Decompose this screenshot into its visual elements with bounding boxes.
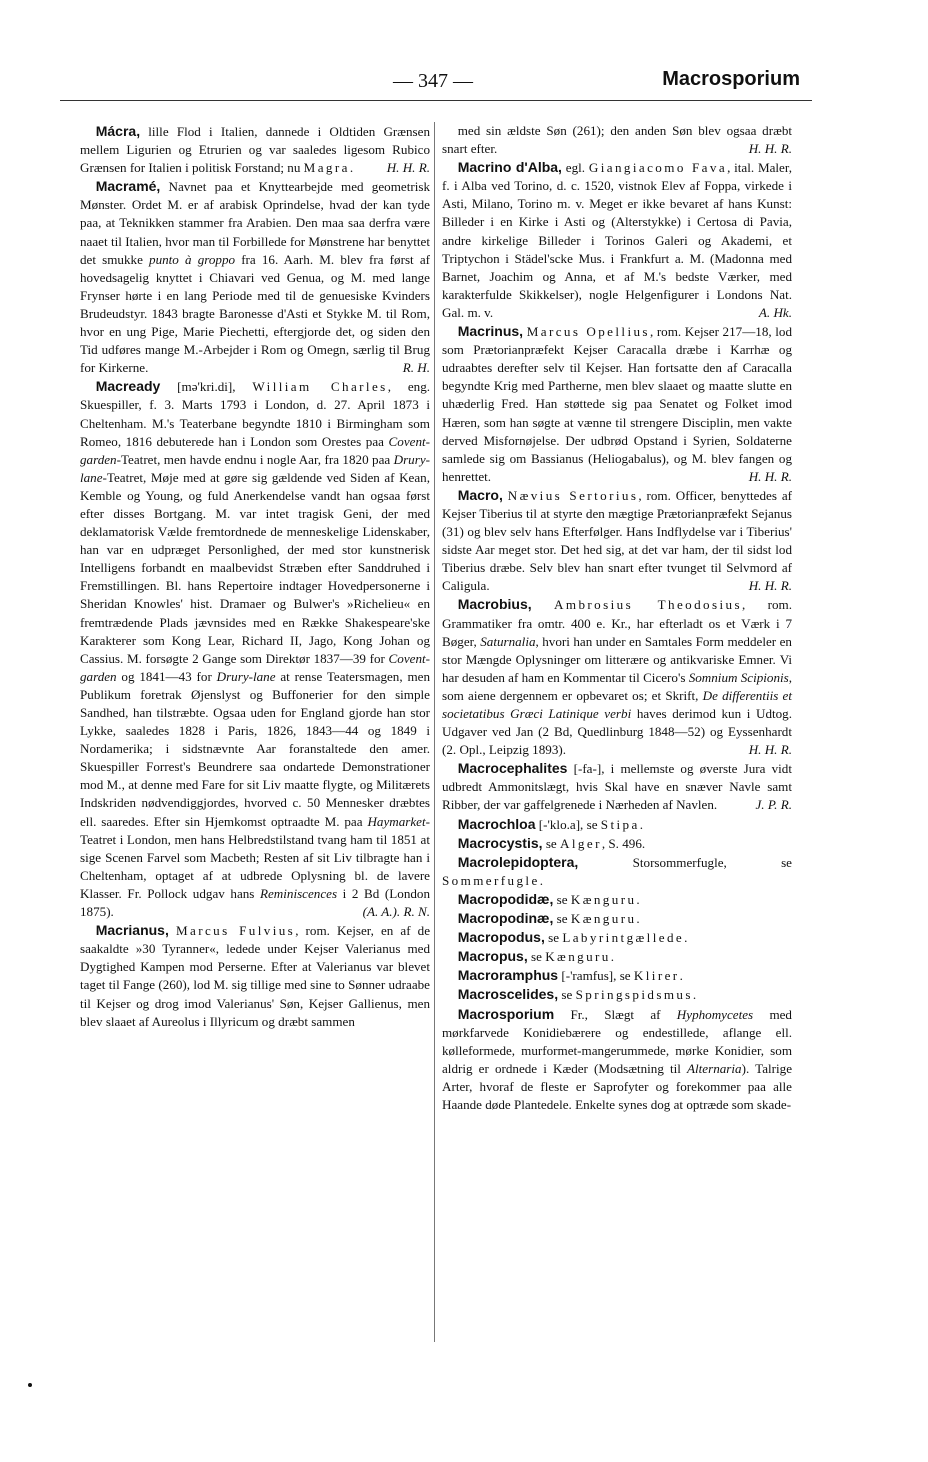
spaced-name: Magra: [303, 160, 350, 176]
italic-title: Saturnalia: [480, 633, 536, 649]
entry-text: -Teatret i London, men hans Helbredstilstand tvang ham til 1851 at sige Scenen Farvel som Macbeth; Resten af sit Liv tilbragte han i Cheltenham, optaget af at udbrede Oplysning bl. de lavere Klasser. Fr. Pollock udgav hans: [80, 813, 430, 901]
spaced-name: Kænguru: [570, 891, 637, 907]
entry-headword: Macrolepidoptera,: [457, 853, 579, 870]
dictionary-entry: [442, 122, 792, 158]
entry-text: se: [527, 949, 546, 965]
author-signature: H. H. R.: [748, 578, 792, 594]
spaced-name: Springspidsmus: [575, 987, 693, 1003]
entry-text: med sin ældste Søn (261); den anden Søn blev ogsaa dræbt snart efter.: [442, 123, 792, 157]
dictionary-entry: [80, 122, 430, 177]
entry-text: Storsommerfugle, se: [578, 854, 792, 870]
entry-headword: Macropodus,: [457, 929, 545, 946]
entry-text: , rom. Kejser, en af de saakaldte »30 Tyranner«, ledede under Kejser Valerianus med Dygtighed Kampen mod Perserne. Efter at Valerianus var blevet taget til Fange (260), lod M. sig tillige med sine to Sønner udraabe til Kejser og drog imod Valerianus' Søn, Kejser Gallienus, men blev slaaet af Aureolus i Illyricum og dræbt sammen: [80, 923, 430, 1029]
header-rule: [60, 100, 812, 101]
entry-headword: Macrocystis,: [457, 834, 543, 851]
entry-text: , rom. Kejser 217—18, lod som Prætorianpræfekt Kejser Caracalla dræbe i Karrhæ og udraabtes derefter selv til Kejser. Han fortsatte den af Caracalla begyndte Krig med Partherne, men blev slaaet og maatte slutte en uhæderlig Fred. Han støttede sig paa Senatet og Folket imod Hæren, som han søgte at vænne til strengere Disciplin, men vakte derved Misfornøjelse. Der udbrød Opstand i Syrien, Soldaterne samlede sig om Bassianus (Heliogabalus), og M. blev fangen og henrettet.: [442, 324, 792, 484]
page-number: — 347 —: [393, 70, 473, 92]
entry-text: se: [542, 835, 561, 851]
entry-text: -Teatret, men havde endnu i nogle Aar, fra 1820 paa: [116, 451, 394, 467]
entry-headword: Macroscelides,: [457, 986, 559, 1003]
entry-text: se: [553, 911, 571, 927]
spaced-name: Stipa: [600, 816, 640, 832]
entry-text: [-fa-], i mellemste og øverste Jura vidt udbredt Ammonitslægt, hvis Skal have en snæver Navle samt Ribber, der var gaffelgrenede i Nærheden af Navlen.: [442, 761, 792, 813]
author-signature: A. Hk.: [758, 304, 792, 320]
entry-headword: Macrochloa: [457, 815, 536, 832]
spaced-name: William Charles: [252, 379, 388, 395]
spaced-name: Nævius Sertorius: [507, 487, 639, 503]
entry-text: , rom. Officer, benyttedes af Kejser Tiberius til at styrte den mægtige Prætorianpræfekt Sejanus (31) og blev selv hans Efterfølger. Hans Indflydelse var i Tiberius' sidste Aar meget stor. Det hed sig, at det var ham, der til sidst lod Tiberius dræbe. Selv blev han snart efter tvunget til Selvmord af Caligula.: [442, 487, 792, 594]
margin-speck: [28, 1383, 32, 1387]
entry-headword: Macrocephalites: [457, 760, 568, 777]
author-signature: H. H. R.: [748, 141, 792, 157]
entry-headword: Macrino d'Alba,: [457, 159, 562, 176]
entry-headword: Macropodidæ,: [457, 890, 554, 907]
entry-text: , som aiene dergennem er opbevaret os; et Skrift,: [442, 669, 793, 703]
dictionary-entry: [442, 595, 792, 759]
dictionary-entry: [442, 815, 792, 834]
entry-text: .: [610, 949, 615, 965]
entry-text: lille Flod i Italien, dannede i Oldtiden Grænsen mellem Ligurien og Etrurien og var saaledes ligesom Rubico Grænsen for Italien i politisk Forstand; nu: [80, 124, 430, 176]
dictionary-entry: [442, 928, 792, 947]
spaced-name: Sommerfugle: [442, 872, 540, 888]
entry-text: , rom. Grammatiker fra omtr. 400 e. Kr., har efterladt os et Værk i 7 Bøger,: [442, 597, 792, 649]
dictionary-entry: [80, 177, 430, 377]
spaced-name: Giangiacomo Fava: [588, 160, 728, 176]
dictionary-entry: [80, 921, 430, 1031]
entry-text: med mørkfarvede Konidiebærere og endestillede, aflange ell. kølleformede, murformet-mangerummede, mørke Konidier, som aldrig er ordnede i Kæder (Modsætning til: [442, 1006, 792, 1076]
entry-headword: Macrobius,: [457, 596, 532, 613]
entry-text: Navnet paa et Knyttearbejde med geometrisk Mønster. Ordet M. er af arabisk Oprindelse, hvad der kan tyde paa, at Teknikken stammer fra Arabien. Den maa saa derfra være naaet til Italien, hvor man til Forbillede for Mønstrene har benyttet det smukke: [80, 179, 430, 267]
spaced-name: Klirer: [633, 968, 680, 984]
entry-headword: Macrosporium: [457, 1005, 555, 1022]
right-column: [442, 122, 793, 1112]
dictionary-entry: [442, 890, 792, 909]
dictionary-entry: [442, 966, 792, 985]
spaced-name: Labyrintgællede: [562, 930, 685, 946]
italic-title: punto à groppo: [149, 251, 236, 267]
italic-title: Reminiscences: [260, 885, 338, 901]
entry-text: ). Talrige Arter, hvoraf de fleste er Saprofyter og forekommer paa alle Haande døde Plantedele. Enkelte synes dog at optræde som skade-: [442, 1060, 792, 1112]
entry-text: .: [639, 816, 643, 832]
entry-text: , S. 496.: [601, 835, 646, 851]
entry-text: [-'klo.a], se: [535, 816, 601, 832]
entry-text: Fr., Slægt af: [554, 1006, 677, 1022]
column-divider: [434, 122, 435, 1342]
author-signature: H. H. R.: [748, 742, 792, 758]
entry-headword: Macro,: [457, 486, 503, 503]
italic-title: Somnium Scipionis: [688, 669, 789, 685]
author-signature: (A. A.). R. N.: [362, 904, 430, 920]
entry-text: og 1841—43 for: [116, 668, 217, 684]
entry-text: .: [636, 911, 640, 927]
entry-text: .: [679, 968, 683, 984]
entry-text: .: [349, 160, 354, 176]
entry-text: se: [558, 987, 576, 1003]
dictionary-entry: [442, 322, 792, 486]
entry-text: .: [539, 872, 543, 888]
entry-text: egl.: [561, 160, 589, 176]
dictionary-entry: [442, 486, 792, 596]
dictionary-entry: [442, 834, 792, 853]
dictionary-entry: [442, 1005, 792, 1115]
italic-title: Covent-garden: [80, 433, 430, 467]
entry-headword: Macrianus,: [95, 922, 169, 939]
entry-text: at rense Teatersmagen, men Publikum foretrak Øjenslyst og Buffonerier for den simple Sandhed, han tilstræbte. Ogsaa uden for England gjorde han stor Lykke, saaledes 1828 i Paris, 1826, 1843—44 og 1849 i Nordamerika; i sidstnævnte Aar foranstaltede den amer. Skuespiller Forrest's Beundrere saa ondartede Demonstrationer mod M., at denne med Fare for sit Liv maatte flygte, og Militærets Indskriden nødvendiggjordes, hvorved c. 50 Mennesker dræbtes ell. saaredes. Efter sin Hjemkomst optraadte M. paa: [80, 668, 430, 829]
entry-headword: Macropus,: [457, 948, 528, 965]
author-signature: H. H. R.: [386, 160, 430, 176]
entry-headword: Macropodinæ,: [457, 910, 554, 927]
running-head: Macrosporium: [662, 68, 800, 90]
entry-text: [532, 597, 554, 612]
dictionary-entry: [442, 759, 792, 814]
left-column: [80, 122, 430, 1344]
entry-text: [mə'kri.di],: [160, 379, 253, 395]
italic-title: Hyphomycetes: [676, 1006, 754, 1022]
dictionary-entry: [442, 853, 792, 890]
entry-headword: Macrinus,: [457, 323, 524, 340]
entry-text: se: [553, 891, 571, 907]
italic-title: Drury-lane: [80, 451, 430, 485]
entry-text: , ital. Maler, f. i Alba ved Torino, d. c. 1520, vistnok Elev af Foppa, virkede i Asti, Milano, Torino m. v. Meget er ikke bevaret af hans Kunst: Billeder i en Kirke i Asti og (Alterstykke) i Certosa di Pavia, andre kirkelige Billeder i Torinos Galeri og Akademi, et Triptychon i Städel'scke Mus. i Frankfurt a. M. (Madonna med Barnet, Joachim og Anna, et af M.'s bedste Værker, med karakterfulde Skikkelser), nogle Helgenfigurer i Londons Nat. Gal. m. v.: [442, 160, 792, 320]
spaced-name: Ambrosius Theodosius: [554, 597, 742, 613]
spaced-name: Alger: [560, 835, 602, 851]
italic-title: Drury-lane: [216, 668, 276, 684]
entry-text: , hvori han under en Samtales Form meddeler en stor Mængde Oplysninger om litterære og antikvariske Emner. Vi har desuden af ham en Kommentar til Cicero's: [442, 633, 792, 685]
entry-text: , eng. Skuespiller, f. 3. Marts 1793 i London, d. 27. April 1873 i Cheltenham. M.'s Teaterbane begyndte 1810 i Birmingham som Romeo, 1816 debuterede han i London som Orestes paa: [80, 379, 431, 449]
author-signature: H. H. R.: [748, 468, 792, 484]
dictionary-entry: [442, 158, 792, 322]
entry-headword: Macready: [95, 378, 161, 395]
entry-text: fra 16. Aarh. M. blev fra først af hovedsagelig knyttet i Chiavari ved Genua, og M. med lange Frynser hørte i en lang Periode med til de genuesiske Kvinders Brudeudstyr. 1843 bragte Baronesse d'Asti et Stykke M. til Rom, hvor en ung Pige, Marie Piechetti, eftergjorde det, og siden den Tid udføres mange M.-Arbejder i Rom og Omegn, særlig til Brug for Kirkerne.: [80, 251, 431, 376]
entry-text: se: [544, 930, 563, 946]
entry-headword: Macroramphus: [457, 967, 559, 984]
dictionary-entry: [80, 377, 430, 921]
entry-text: haves derimod kun i Udtog. Udgaver ved Jan (2 Bd, Quedlinburg 1848—52) og Eyssenhardt (2. Opl., Leipzig 1893).: [442, 706, 792, 758]
entry-text: i 2 Bd (London 1875).: [80, 885, 431, 920]
entry-text: .: [684, 930, 688, 946]
spaced-name: Kænguru: [545, 949, 611, 965]
entry-text: .: [636, 891, 640, 907]
entry-headword: Mácra,: [95, 123, 141, 139]
italic-title: De differentiis et societatibus Græci Latinique verbi: [442, 687, 792, 721]
entry-text: [169, 923, 176, 938]
italic-title: Alternaria: [687, 1060, 742, 1076]
entry-headword: Macramé,: [95, 178, 161, 195]
spaced-name: Marcus Opellius: [526, 324, 650, 340]
author-signature: J. P. R.: [755, 797, 792, 813]
entry-text: .: [692, 987, 697, 1003]
author-signature: R. H.: [402, 360, 430, 376]
italic-title: Haymarket: [367, 813, 426, 829]
dictionary-entry: [442, 909, 792, 928]
spaced-name: Marcus Fulvius: [175, 923, 296, 939]
entry-text: -Teatret, Møje med at gøre sig gældende ved Siden af Kean, Kemble og Young, og fuld Anerkendelse vandt han ogsaa først efter disses Bortgang. M. var intet tragisk Geni, der med deklamatorisk Vælde fremtordnede de menneskelige Lidenskaber, han var en udpræget Personlighed, der med stor kunstnerisk Intelligens forbandt en maalbevidst Stræben efter Sanddruhed i Fremstillingen. Bl. hans Repertoire indtager Hovedpersonerne i Sheridan Knowles' hist. Dramaer og Bulwer's »Richelieu« en fremtrædende Plads jævnsides med en Række Shakespeare'ske Karakterer som Kong Lear, Richard II, Jago, Kong Johan og Cassius. M. forsøgte 2 Gange som Direktør 1837—39 for: [80, 469, 430, 666]
dictionary-entry: [442, 947, 792, 966]
italic-title: Covent-garden: [80, 650, 430, 684]
entry-text: [-'ramfus], se: [558, 968, 634, 984]
dictionary-entry: [442, 985, 792, 1004]
spaced-name: Kænguru: [570, 911, 637, 927]
